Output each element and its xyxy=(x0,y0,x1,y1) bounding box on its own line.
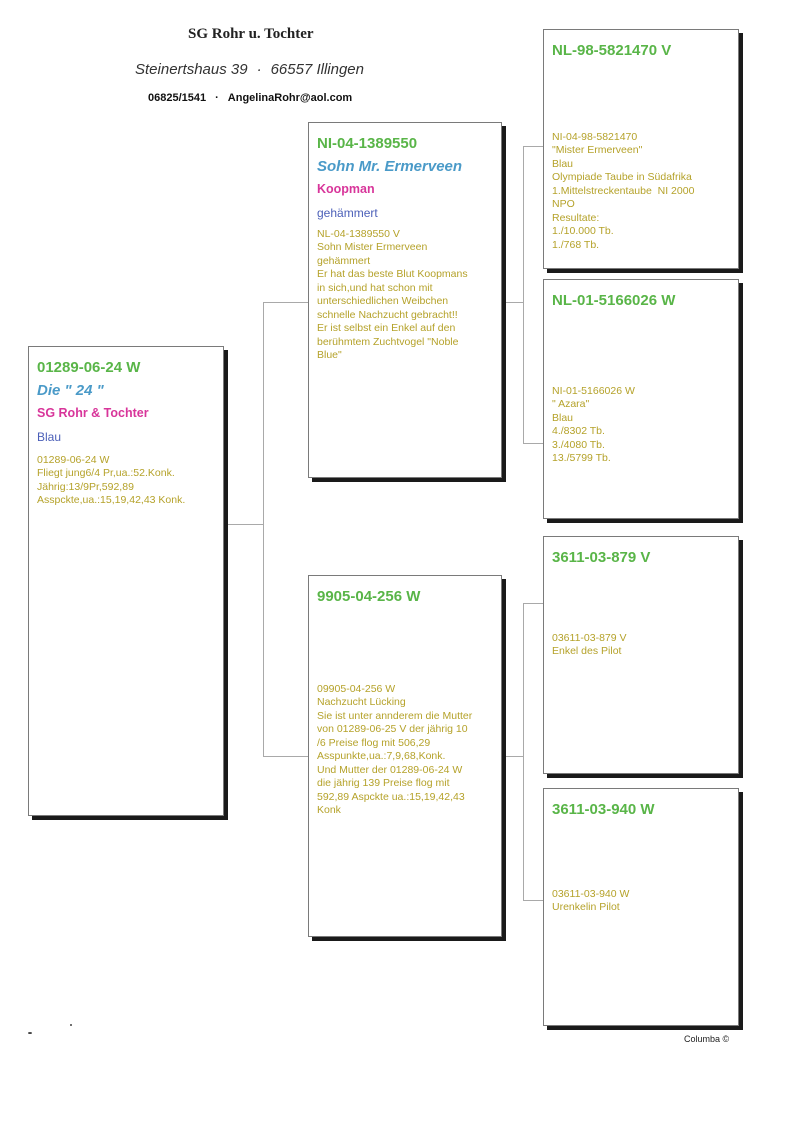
subject-ring-number: 01289-06-24 W xyxy=(37,359,141,376)
father-color: gehämmert xyxy=(317,206,378,220)
maternal-grandmother-details: 03611-03-940 W Urenkelin Pilot xyxy=(552,888,630,914)
subject-breeder: SG Rohr & Tochter xyxy=(37,406,149,420)
connector-to-maternal-grandmother xyxy=(523,900,543,901)
connector-to-mother xyxy=(263,756,308,757)
paternal-grandmother-card xyxy=(543,279,739,519)
father-name: Sohn Mr. Ermerveen xyxy=(317,158,463,175)
address-street: Steinertshaus 39 xyxy=(135,61,248,78)
connector-gen1-vertical xyxy=(263,302,264,757)
mother-details: 09905-04-256 W Nachzucht Lücking Sie ist unter annderem die Mutter von 01289-06-25 V der jährig 10 /6 Preise flog mit 506,29 Asspunkte,ua.:7,9,68,Konk. Und Mutter der 01289-06-24 W die jährig 139 Preise flog mit 592,89 Aspckte ua.:15,19,42,43 Konk xyxy=(317,683,473,816)
contact-phone: 06825/1541 xyxy=(148,92,207,104)
paternal-grandmother-ring-number: NL-01-5166026 W xyxy=(552,292,676,309)
subject-color: Blau xyxy=(37,430,62,444)
breeder-address xyxy=(135,61,364,78)
connector-maternal-vertical xyxy=(523,603,524,901)
subject-name: Die " 24 " xyxy=(37,382,104,399)
father-details: NL-04-1389550 V Sohn Mister Ermerveen gehämmert Er hat das beste Blut Koopmans in sich,und hat schon mit unterschiedlichen Weibchen schnelle Nachzucht gebracht!! Er ist selbst ein Enkel auf den berühmtem Zuchtvogel "Noble Blue" xyxy=(317,228,468,361)
address-separator: · xyxy=(256,61,262,78)
father-ring-number: NI-04-1389550 xyxy=(317,135,418,152)
scan-speck xyxy=(28,1032,32,1034)
connector-to-father xyxy=(263,302,308,303)
scan-speck xyxy=(70,1024,72,1026)
paternal-grandfather-ring-number: NL-98-5821470 V xyxy=(552,42,672,59)
connector-to-paternal-grandfather xyxy=(523,146,543,147)
connector-to-maternal-grandfather xyxy=(523,603,543,604)
father-card xyxy=(308,122,502,478)
paternal-grandfather-details: NI-04-98-5821470 "Mister Ermerveen" Blau Olympiade Taube in Südafrika 1.Mittelstreckentaube NI 2000 NPO Resultate: 1./10.000 Tb. 1./768 Tb. xyxy=(552,131,695,251)
maternal-grandmother-ring-number: 3611-03-940 W xyxy=(552,801,655,818)
maternal-grandfather-ring-number: 3611-03-879 V xyxy=(552,549,651,566)
breeder-name: SG Rohr u. Tochter xyxy=(188,26,314,42)
connector-to-paternal-grandmother xyxy=(523,443,543,444)
breeder-contact xyxy=(148,92,352,104)
connector-subject-stem xyxy=(224,524,264,525)
father-breeder: Koopman xyxy=(317,182,375,196)
subject-card xyxy=(28,346,224,816)
connector-father-stem xyxy=(502,302,524,303)
maternal-grandmother-card xyxy=(543,788,739,1026)
address-city: 66557 Illingen xyxy=(270,61,364,78)
connector-paternal-vertical xyxy=(523,146,524,444)
maternal-grandfather-card xyxy=(543,536,739,774)
contact-email: AngelinaRohr@aol.com xyxy=(227,92,353,104)
contact-separator: · xyxy=(215,92,219,104)
paternal-grandfather-card xyxy=(543,29,739,269)
paternal-grandmother-details: NI-01-5166026 W " Azara" Blau 4./8302 Tb. 3./4080 Tb. 13./5799 Tb. xyxy=(552,385,635,465)
mother-card xyxy=(308,575,502,937)
mother-ring-number: 9905-04-256 W xyxy=(317,588,421,605)
maternal-grandfather-details: 03611-03-879 V Enkel des Pilot xyxy=(552,632,627,658)
connector-mother-stem xyxy=(502,756,524,757)
footer-credit: Columba © xyxy=(684,1034,730,1044)
subject-details: 01289-06-24 W Fliegt jung6/4 Pr,ua.:52.Konk. Jährig:13/9Pr,592,89 Asspckte,ua.:15,19,42,43 Konk. xyxy=(37,454,186,507)
